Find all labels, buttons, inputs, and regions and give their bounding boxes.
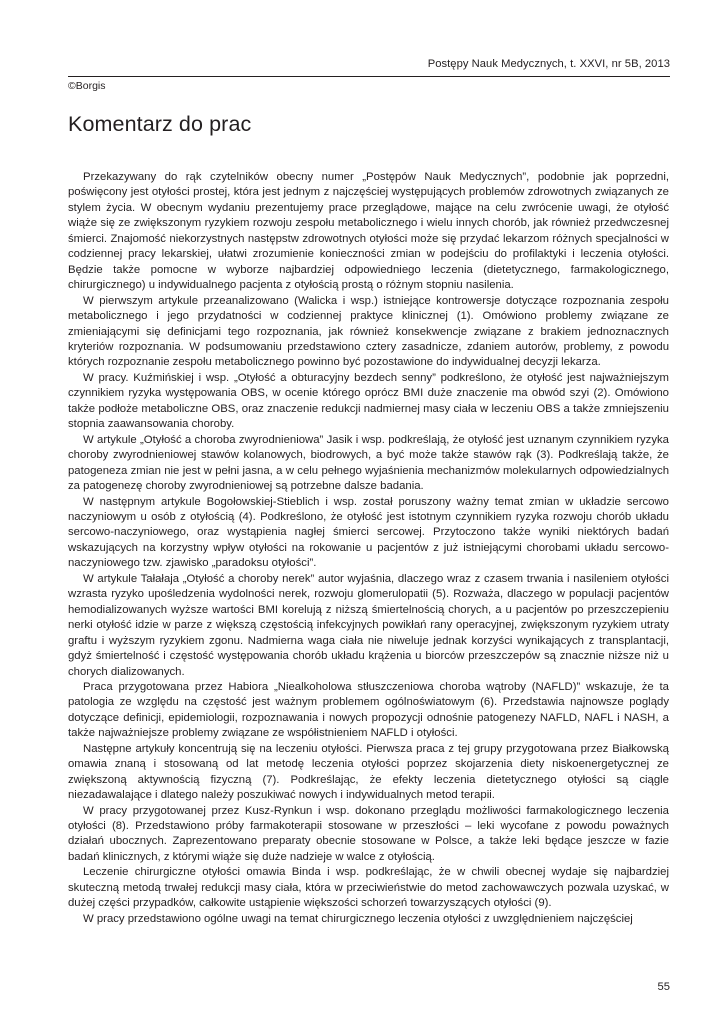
paragraph: W pracy przygotowanej przez Kusz-Rynkun i wsp. dokonano przeglądu możliwości farmakologicznego leczenia otyłości (8). Przedstawiono próby farmakoterapii stosowane w przeszłości – leki wycofane z powodu poważnych działań ubocznych. Zaprezentowano preparaty obecnie stosowane w Polsce, a także leki będące jeszcze w fazie badań klinicznych, z którymi wiąże się duże nadzieje w walce z otyłością. <box>68 804 669 863</box>
paragraph: W pracy. Kuźmińskiej i wsp. „Otyłość a obturacyjny bezdech senny” podkreślono, że otyłość jest najważniejszym czynnikiem ryzyka występowania OBS, w ocenie którego oprócz BMI duże znaczenie ma obwód szyi (2). Omówiono także podłoże metaboliczne OBS, oraz znaczenie redukcji nadmiernej masy ciała w leczeniu OBS a także zmniejszeniu stopnia zaawansowania choroby. <box>68 371 669 431</box>
paragraph: W pracy przedstawiono ogólne uwagi na temat chirurgicznego leczenia otyłości z uwzględnieniem najczęściej <box>83 912 633 925</box>
paragraph: W artykule Tałałaja „Otyłość a choroby nerek” autor wyjaśnia, dlaczego wraz z czasem trwania i nasileniem otyłości wzrasta ryzyko upośledzenia wydolności nerek, rozwoju glomerulopatii (5). Rozważa, dlaczego w populacji pacjentów hemodializowanych wyższe wartości BMI korelują z niższą śmiertelnością chorych, a u pacjentów po przeszczepieniu nerki otyłość idzie w parze z większą częstością infekcyjnych powikłań rany operacyjnej, zwiększonym ryzykiem utraty graftu i wyższym ryzykiem zgonu. Nadmierna waga ciała nie niweluje jednak korzyści wynikających z transplantacji, gdyż śmiertelność i częstość występowania chorób układu krążenia u biorców przeszczepów są znacznie niższe niż u chorych dializowanych. <box>68 572 669 678</box>
article-title: Komentarz do prac <box>68 112 252 136</box>
paragraph: W pierwszym artykule przeanalizowano (Walicka i wsp.) istniejące kontrowersje dotyczące rozpoznania zespołu metabolicznego i jego przydatności w codziennej praktyce klinicznej (1). Omówiono problemy związane ze zmieniającymi się definicjami tego rozpoznania, jak również konsekwencje związane z brakiem jednoznacznych kryteriów rozpoznania. W podsumowaniu przedstawiono cztery zasadnicze, zdaniem autorów, problemy, z powodu których rozpoznanie zespołu metabolicznego powinno być pozostawione do indywidualnej decyzji lekarza. <box>68 294 669 369</box>
article-body <box>68 170 669 927</box>
paragraph: Przekazywany do rąk czytelników obecny numer „Postępów Nauk Medycznych”, podobnie jak poprzedni, poświęcony jest otyłości prostej, która jest jednym z najczęściej występujących problemów zdrowotnych związanych ze stylem życia. W obecnym wydaniu prezentujemy prace przeglądowe, mające na celu zwrócenie uwagi, że otyłość wiąże się ze zwiększonym ryzykiem rozwoju zespołu metabolicznego i wielu innych chorób, jak również przedwczesnej śmierci. Znajomość niekorzystnych następstw zdrowotnych otyłości może się przydać lekarzom różnych specjalności w codziennej pracy lekarskiej, ułatwi zrozumienie konieczności zmian w podejściu do profilaktyki i leczenia otyłości. Będzie także pomocne w wyborze najbardziej odpowiedniego leczenia (dietetycznego, farmakologicznego, chirurgicznego) u indywidualnego pacjenta z otyłością prostą o różnym stopniu nasilenia. <box>68 171 669 292</box>
paragraph: Praca przygotowana przez Habiora „Niealkoholowa stłuszczeniowa choroba wątroby (NAFLD)” wskazuje, że ta patologia ze względu na częstość jest ważnym problemem ogólnoświatowym (6). Przedstawia najnowsze poglądy dotyczące definicji, epidemiologii, rozpoznawania i nowych propozycji odnośnie patogenezy NAFLD, NAFL i NASH, a także najważniejsze problemy związane ze współistnieniem NAFLD i otyłości. <box>68 680 669 740</box>
copyright-notice: ©Borgis <box>68 80 106 92</box>
paragraph: W artykule „Otyłość a choroba zwyrodnieniowa” Jasik i wsp. podkreślają, że otyłość jest uznanym czynnikiem ryzyka choroby zwyrodnieniowej stawów kolanowych, biodrowych, a być może także stawów rąk (3). Podkreślają także, że patogeneza zmian nie jest w pełni jasna, a w celu pełnego wyjaśnienia mechanizmów molekularnych odpowiedzialnych za patogenezę choroby zwyrodnieniowej są potrzebne dalsze badania. <box>68 433 669 493</box>
paragraph: Leczenie chirurgiczne otyłości omawia Binda i wsp. podkreślając, że w chwili obecnej wydaje się najbardziej skuteczną metodą trwałej redukcji masy ciała, która w przeciwieństwie do metod zachowawczych pozwala uzyskać, w dużej części przypadków, całkowite ustąpienie większości schorzeń towarzyszących otyłości (9). <box>68 866 669 910</box>
paragraph: Następne artykuły koncentrują się na leczeniu otyłości. Pierwsza praca z tej grupy przygotowana przez Białkowską omawia znaną i stosowaną od lat metodę leczenia otyłości poprzez skojarzenia diety niskoenergetycznej ze zwiększoną aktywnością fizyczną (7). Podkreślając, że efekty leczenia dietetycznego otyłości są ciągle niezadawalające i dlatego należy poszukiwać nowych i indywidualnych metod terapii. <box>68 742 669 802</box>
paragraph: W następnym artykule Bogołowskiej-Stieblich i wsp. został poruszony ważny temat zmian w układzie sercowo naczyniowym u osób z otyłością (4). Podkreślono, że otyłość jest istotnym czynnikiem ryzyka rozwoju chorób układu sercowo-naczyniowego, oraz wystąpienia nagłej śmierci sercowej. Przytoczono także wyniki niektórych badań wskazujących na korzystny wpływ otyłości na rokowanie u pacjentów z już istniejącymi chorobami układu sercowo-naczyniowego tzw. zjawisko „paradoksu otyłości”. <box>68 495 669 570</box>
header-rule <box>68 76 670 77</box>
running-head-journal: Postępy Nauk Medycznych, t. XXVI, nr 5B, 2013 <box>427 58 670 70</box>
page-number: 55 <box>657 981 670 993</box>
